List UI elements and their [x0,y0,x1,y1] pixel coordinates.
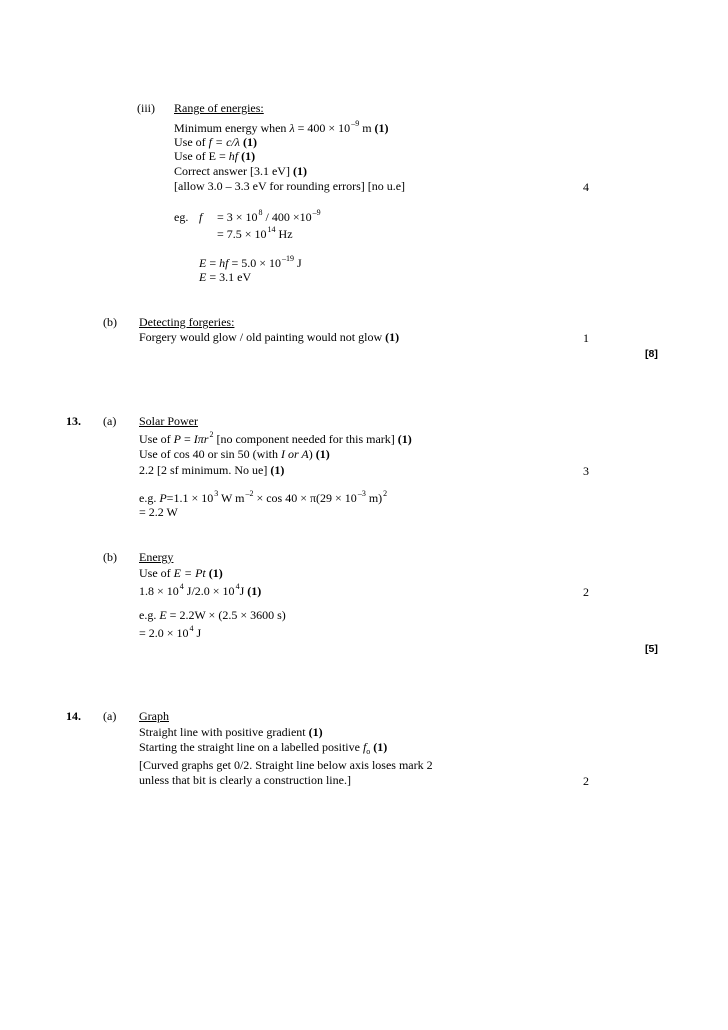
worked-example-line: e.g. E = 2.2W × (2.5 × 3600 s) [139,608,286,622]
marks-value: 3 [583,464,589,478]
answer-line: unless that bit is clearly a construction line.] [139,773,351,787]
marks-value: 4 [583,180,589,194]
mark: (1) [385,330,400,344]
mark: (1) [242,135,257,149]
worked-example-line: = $2.0 \times 10^4$ J [139,624,202,640]
worked-example-line: = $3 \times 10^8 / 400 \times 10^{-9}$ [217,208,321,224]
answer-line: Minimum energy when $\lambda = 400 \times 10^{-9}$ m (1) [174,119,389,135]
part-b-heading: Energy [139,550,174,564]
answer-line: Starting the straight line on a labelled positive $f_o$ (1) [139,740,388,756]
answer-line: Forgery would glow / old painting would not glow (1) [139,330,400,344]
marks-value: 2 [583,585,589,599]
answer-line: Use of f = c/λ (1) [174,135,257,149]
answer-line: Use of E = hf (1) [174,149,256,163]
answer-line: $1.8 \times 10^4$ $J/2.0 \times 10^4J$ (1) [139,582,262,598]
answer-line: Use of P = Iπr$^2$ [no component needed for this mark] (1) [139,430,412,446]
worked-example-line: = 2.2 W [139,505,178,519]
answer-line: Correct answer [3.1 eV] (1) [174,164,307,178]
question-total: [8] [645,348,658,360]
answer-line: Use of E = Pt (1) [139,566,223,580]
answer-line: [Curved graphs get 0/2. Straight line below axis loses mark 2 [139,758,433,772]
mark: (1) [208,566,223,580]
question-number-13: 13. [66,414,81,428]
question-total: [5] [645,643,658,655]
answer-line: 2.2 [2 sf minimum. No ue] (1) [139,463,285,477]
worked-example-line: eg. [174,210,189,224]
part-label-a: (a) [103,709,117,723]
part-a-heading: Solar Power [139,414,198,428]
worked-example-line: E = hf = $5.0 \times 10^{-19}$ J [199,254,302,270]
mark: (1) [292,164,307,178]
part-label-a: (a) [103,414,117,428]
answer-line: Straight line with positive gradient (1) [139,725,323,739]
marks-value: 1 [583,331,589,345]
part-a-heading: Graph [139,709,169,723]
mark: (1) [374,121,389,135]
mark: (1) [373,740,388,754]
marks-value: 2 [583,774,589,788]
answer-line: [allow 3.0 – 3.3 eV for rounding errors] [no u.e] [174,179,406,193]
mark: (1) [247,584,262,598]
mark: (1) [241,149,256,163]
mark: (1) [270,463,285,477]
question-number-14: 14. [66,709,81,723]
mark: (1) [397,432,412,446]
part-iii-heading: Range of energies: [174,101,264,115]
answer-line: Use of cos 40 or sin 50 (with I or A) (1) [139,447,330,461]
worked-example-line: = $7.5 \times 10^{14}$ Hz [217,225,293,241]
mark: (1) [308,725,323,739]
mark: (1) [315,447,330,461]
part-label-iii: (iii) [137,101,155,115]
worked-example-line: e.g. $P=1.1 \times 10^3$ W $m^{-2} \times \cos 40 \times \pi(29 \times 10^{-3}$ m)$^2$ [139,489,388,505]
part-label-b: (b) [103,315,117,329]
worked-example-line: E = 3.1 eV [199,270,252,284]
part-label-b: (b) [103,550,117,564]
part-b-heading: Detecting forgeries: [139,315,235,329]
worked-example-line: f [199,210,203,224]
